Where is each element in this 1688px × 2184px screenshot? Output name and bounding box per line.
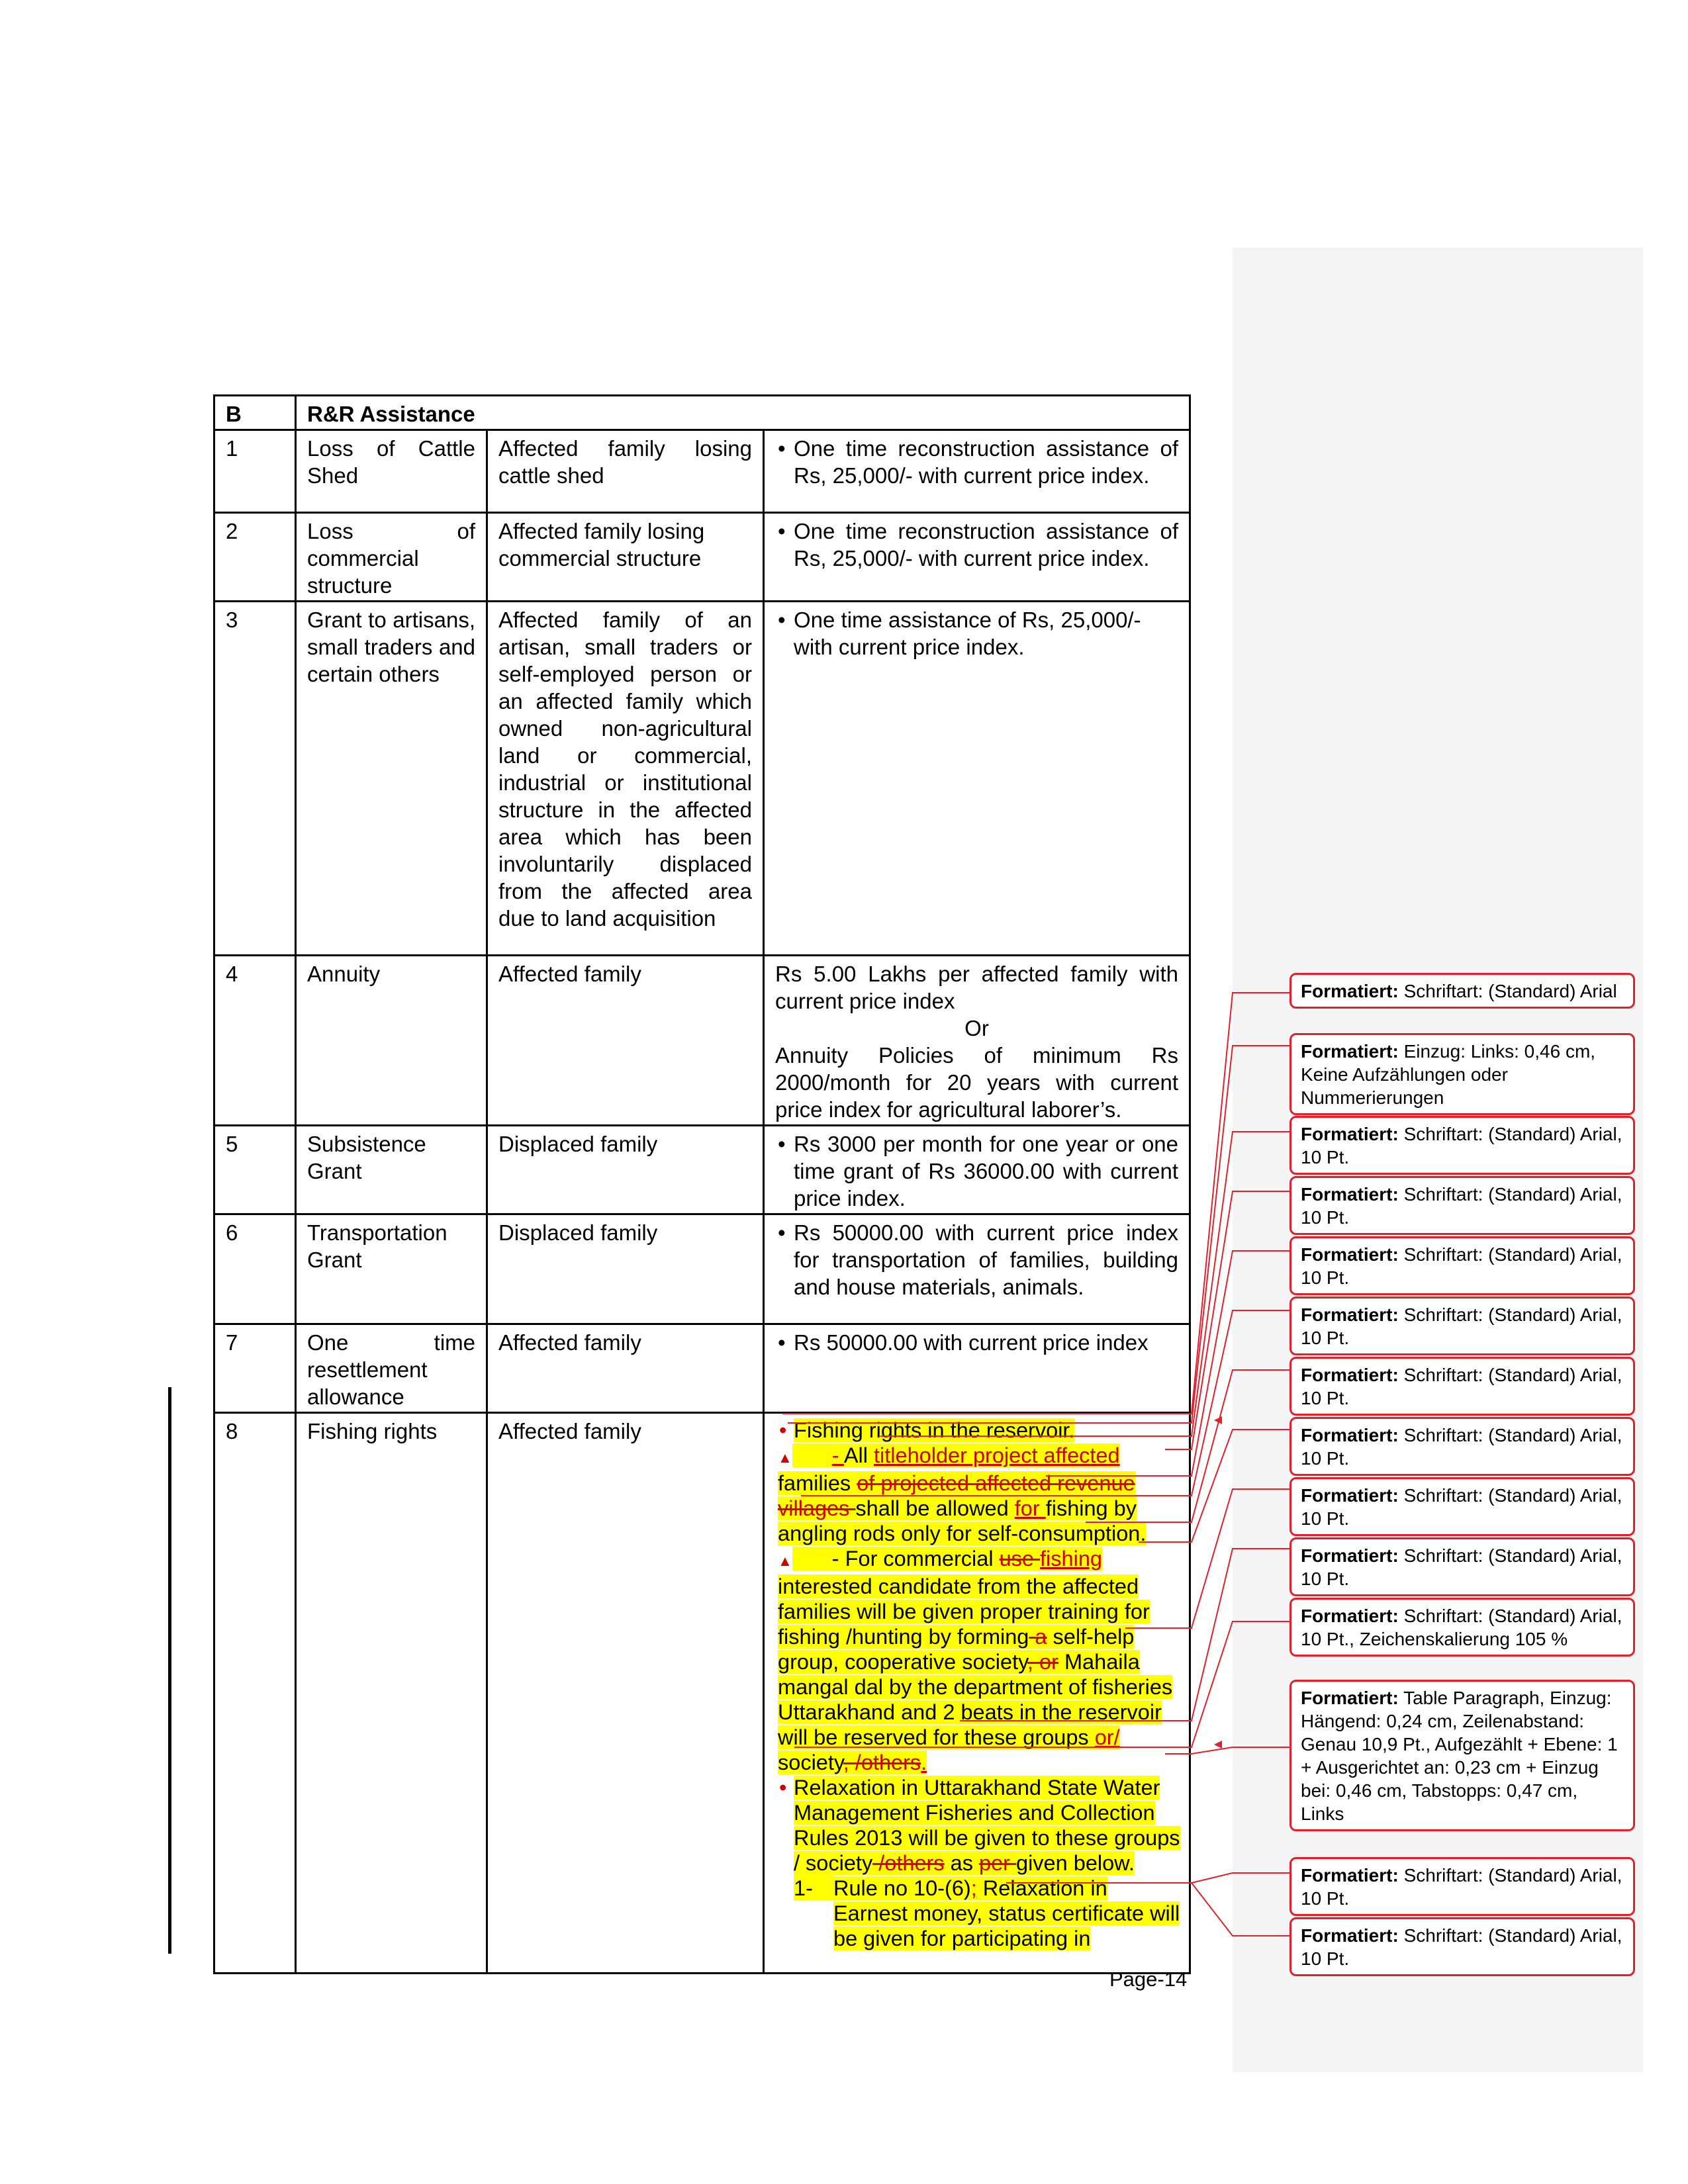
tracked-paragraph bbox=[778, 1418, 1184, 1443]
row-number: 1 bbox=[214, 430, 296, 513]
table-row bbox=[214, 1324, 1190, 1413]
provision-bullet: • One time reconstruction assistance of Rs, 25,000/- with current price index. bbox=[775, 518, 1178, 572]
row-item: Subsistence Grant bbox=[296, 1126, 487, 1214]
comment-bubble[interactable] bbox=[1289, 1176, 1635, 1235]
comment-label: Formatiert: bbox=[1301, 1688, 1399, 1708]
tracked-delete: of projected affected revenue villages bbox=[778, 1471, 1135, 1520]
row-item: Grant to artisans, small traders and certain others bbox=[296, 602, 487, 956]
tracked-text: families bbox=[778, 1471, 857, 1495]
comment-label: Formatiert: bbox=[1301, 1041, 1399, 1062]
tracked-insert: . bbox=[921, 1751, 927, 1774]
comment-label: Formatiert: bbox=[1301, 981, 1399, 1001]
table-row bbox=[214, 1214, 1190, 1324]
row-provision bbox=[764, 1324, 1190, 1413]
comment-bubble[interactable] bbox=[1289, 1417, 1635, 1476]
comment-bubble[interactable] bbox=[1289, 1537, 1635, 1596]
comment-text: Schriftart: (Standard) Arial, 10 Pt. bbox=[1301, 1365, 1622, 1408]
comment-bubble[interactable] bbox=[1289, 1236, 1635, 1295]
row-number: 8 bbox=[214, 1413, 296, 1974]
table-row bbox=[214, 1126, 1190, 1214]
comment-bubble[interactable] bbox=[1289, 1917, 1635, 1976]
tracked-insert: for bbox=[1014, 1496, 1046, 1520]
provision-or: Or bbox=[964, 1016, 989, 1040]
row-number: 7 bbox=[214, 1324, 296, 1413]
comment-label: Formatiert: bbox=[1301, 1865, 1399, 1886]
row-number: 2 bbox=[214, 513, 296, 602]
tracked-text: as bbox=[944, 1851, 979, 1875]
tracked-delete: /others bbox=[872, 1851, 945, 1875]
row-item: Annuity bbox=[296, 956, 487, 1126]
tracked-text: fishing by angling rods only for self-consumption. bbox=[778, 1496, 1147, 1545]
row-number: 5 bbox=[214, 1126, 296, 1214]
comment-label: Formatiert: bbox=[1301, 1545, 1399, 1566]
table-header-row bbox=[214, 396, 1190, 430]
table-row bbox=[214, 956, 1190, 1126]
comment-text: Schriftart: (Standard) Arial, 10 Pt. bbox=[1301, 1184, 1622, 1228]
tracked-text: interested candidate from the affected families will be given proper training for fishing /hunting by forming bbox=[778, 1574, 1150, 1649]
row-entitled: Displaced family bbox=[487, 1126, 764, 1214]
row-entitled: Affected family losing cattle shed bbox=[487, 430, 764, 513]
tracked-paragraph bbox=[778, 1876, 1184, 1901]
comment-text: Table Paragraph, Einzug: Hängend: 0,24 cm, Zeilenabstand: Genau 10,9 Pt., Aufgezählt + Ebene: 1 + Ausgerichtet an: 0,23 cm + Einzug bei: 0,46 cm, Tabstopps: 0,47 cm, Links bbox=[1301, 1688, 1618, 1824]
comment-label: Formatiert: bbox=[1301, 1304, 1399, 1325]
tracked-delete: , or bbox=[1027, 1650, 1058, 1674]
row-provision-tracked bbox=[764, 1413, 1190, 1974]
row-number: 6 bbox=[214, 1214, 296, 1324]
comment-text: Schriftart: (Standard) Arial, 10 Pt., Zeichenskalierung 105 % bbox=[1301, 1606, 1622, 1649]
tracked-delete: use bbox=[999, 1547, 1041, 1570]
tracked-insert: titleholder project affected bbox=[874, 1443, 1120, 1467]
change-bar bbox=[168, 1387, 171, 1954]
comment-text: Schriftart: (Standard) Arial bbox=[1403, 981, 1617, 1001]
tracked-text: Relaxation in Uttarakhand State Water Management Fisheries and Collection Rules 2013 will be given to these groups / society bbox=[794, 1776, 1180, 1875]
tracked-paragraph bbox=[778, 1901, 1184, 1951]
tracked-delete: a bbox=[1029, 1625, 1047, 1649]
change-mark-icon: ▲ bbox=[778, 1553, 792, 1569]
comment-bubble[interactable] bbox=[1289, 1477, 1635, 1536]
row-provision bbox=[764, 1214, 1190, 1324]
tracked-text: given below. bbox=[1016, 1851, 1135, 1875]
comment-bubble[interactable] bbox=[1289, 973, 1635, 1009]
table-row bbox=[214, 1413, 1190, 1974]
tracked-insert: fishing bbox=[1040, 1547, 1102, 1570]
tracked-text: Earnest money, status certificate will be given for participating in bbox=[833, 1901, 1180, 1950]
comment-label: Formatiert: bbox=[1301, 1184, 1399, 1205]
provision-bullet: • Rs 50000.00 with current price index for transportation of families, building and house materials, animals. bbox=[775, 1219, 1178, 1300]
tracked-insert: or/ bbox=[1094, 1725, 1120, 1749]
row-number: 4 bbox=[214, 956, 296, 1126]
comment-text: Schriftart: (Standard) Arial, 10 Pt. bbox=[1301, 1865, 1622, 1909]
comment-bubble[interactable] bbox=[1289, 1357, 1635, 1416]
comment-label: Formatiert: bbox=[1301, 1485, 1399, 1506]
header-title: R&R Assistance bbox=[296, 396, 1190, 430]
change-mark-icon: ▲ bbox=[778, 1449, 792, 1466]
comment-text: Schriftart: (Standard) Arial, 10 Pt. bbox=[1301, 1425, 1622, 1469]
comment-text: Einzug: Links: 0,46 cm, Keine Aufzählungen oder Nummerierungen bbox=[1301, 1041, 1596, 1108]
row-item: Loss of Cattle Shed bbox=[296, 430, 487, 513]
tracked-text: Rule no 10-(6) bbox=[833, 1876, 971, 1900]
leader-arrow-icon bbox=[1214, 1741, 1222, 1749]
row-entitled: Affected family losing commercial structure bbox=[487, 513, 764, 602]
tracked-text: For commercial bbox=[845, 1547, 1000, 1570]
tracked-delete: per bbox=[979, 1851, 1017, 1875]
comment-bubble[interactable] bbox=[1289, 1033, 1635, 1115]
comment-label: Formatiert: bbox=[1301, 1365, 1399, 1385]
tracked-text: self-help group, cooperative society bbox=[778, 1625, 1135, 1674]
comment-text: Schriftart: (Standard) Arial, 10 Pt. bbox=[1301, 1304, 1622, 1348]
row-provision bbox=[764, 430, 1190, 513]
leader-arrow-icon bbox=[1214, 1416, 1222, 1424]
row-provision bbox=[764, 602, 1190, 956]
tracked-text: society bbox=[778, 1751, 843, 1774]
tracked-paragraph bbox=[778, 1443, 1184, 1546]
provision-text: Annuity Policies of minimum Rs 2000/month for 20 years with current price index for agricultural laborer’s. bbox=[775, 1043, 1179, 1122]
tracked-text: shall be allowed bbox=[855, 1496, 1015, 1520]
tracked-insert: - bbox=[831, 1443, 844, 1467]
tracked-text: All bbox=[843, 1443, 874, 1467]
provision-bullet: • One time reconstruction assistance of Rs, 25,000/- with current price index. bbox=[775, 435, 1178, 489]
row-entitled: Affected family of an artisan, small traders or self-employed person or an affected family which owned non-agricultural land or commercial, industrial or institutional structure in the affected area which has been involuntarily displaced from the affected area due to land acquisition bbox=[487, 602, 764, 956]
comment-text: Schriftart: (Standard) Arial, 10 Pt. bbox=[1301, 1545, 1622, 1589]
row-entitled: Affected family bbox=[487, 956, 764, 1126]
comment-text: Schriftart: (Standard) Arial, 10 Pt. bbox=[1301, 1124, 1622, 1167]
header-code: B bbox=[214, 396, 296, 430]
row-provision bbox=[764, 513, 1190, 602]
tracked-paragraph bbox=[778, 1546, 1184, 1775]
comment-label: Formatiert: bbox=[1301, 1124, 1399, 1144]
row-provision bbox=[764, 956, 1190, 1126]
comment-text: Schriftart: (Standard) Arial, 10 Pt. bbox=[1301, 1925, 1622, 1969]
comment-bubble[interactable] bbox=[1289, 1598, 1635, 1657]
page-number: Page-14 bbox=[1109, 1968, 1188, 1991]
comment-label: Formatiert: bbox=[1301, 1925, 1399, 1946]
comment-text: Schriftart: (Standard) Arial, 10 Pt. bbox=[1301, 1244, 1622, 1288]
tracked-text: - bbox=[831, 1547, 845, 1570]
provision-bullet: • Rs 3000 per month for one year or one time grant of Rs 36000.00 with current price index. bbox=[775, 1130, 1178, 1212]
row-entitled: Displaced family bbox=[487, 1214, 764, 1324]
provision-text: Rs 5.00 Lakhs per affected family with current price index bbox=[775, 962, 1179, 1013]
comment-text: Schriftart: (Standard) Arial, 10 Pt. bbox=[1301, 1485, 1622, 1529]
row-item: Transportation Grant bbox=[296, 1214, 487, 1324]
comment-bubble[interactable] bbox=[1289, 1116, 1635, 1175]
comment-bubble[interactable] bbox=[1289, 1857, 1635, 1916]
row-entitled: Affected family bbox=[487, 1413, 764, 1974]
row-entitled: Affected family bbox=[487, 1324, 764, 1413]
tracked-text: Fishing rights in the reservoir. bbox=[794, 1418, 1075, 1442]
provision-bullet: • One time assistance of Rs, 25,000/- with current price index. bbox=[775, 606, 1178, 660]
row-provision bbox=[764, 1126, 1190, 1214]
row-item: Loss of commercial structure bbox=[296, 513, 487, 602]
tracked-paragraph bbox=[778, 1775, 1184, 1876]
comment-label: Formatiert: bbox=[1301, 1244, 1399, 1265]
comment-label: Formatiert: bbox=[1301, 1425, 1399, 1445]
tracked-insert: ; bbox=[970, 1876, 977, 1900]
table-row bbox=[214, 602, 1190, 956]
row-item: Fishing rights bbox=[296, 1413, 487, 1974]
comment-label: Formatiert: bbox=[1301, 1606, 1399, 1626]
tracked-text: Mahaila mangal dal by the department of fisheries Uttarakhand and 2 beats in the reservoir will be reserved for these groups bbox=[778, 1650, 1173, 1749]
tracked-delete: , /others bbox=[843, 1751, 921, 1774]
comment-bubble[interactable] bbox=[1289, 1297, 1635, 1355]
table-row bbox=[214, 513, 1190, 602]
tracked-text: Relaxation in bbox=[976, 1876, 1107, 1900]
rr-assistance-table bbox=[213, 394, 1191, 1974]
comment-bubble[interactable] bbox=[1289, 1680, 1635, 1831]
row-item: One time resettlement allowance bbox=[296, 1324, 487, 1413]
tracked-list-number: 1- bbox=[794, 1876, 833, 1901]
provision-bullet: • Rs 50000.00 with current price index bbox=[775, 1329, 1178, 1356]
row-number: 3 bbox=[214, 602, 296, 956]
table-row bbox=[214, 430, 1190, 513]
